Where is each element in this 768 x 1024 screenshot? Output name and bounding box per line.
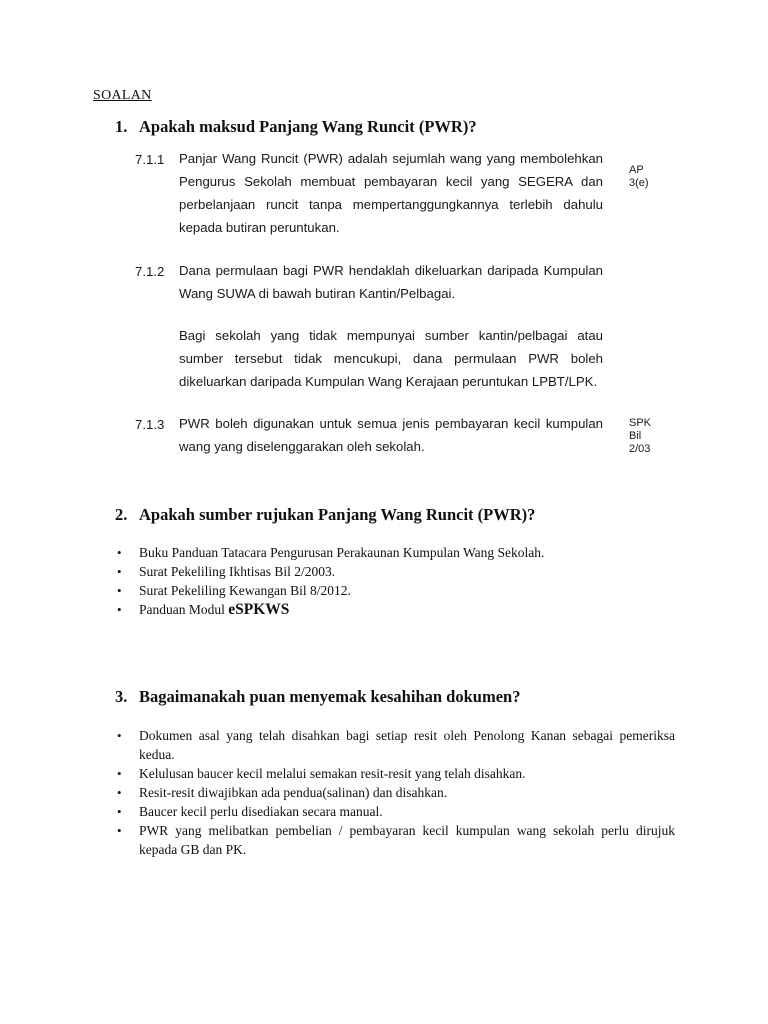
list-item-text: Baucer kecil perlu disediakan secara manual.	[139, 804, 383, 819]
question-2-heading	[115, 505, 535, 525]
bullet-icon: •	[117, 602, 122, 617]
list-item	[115, 726, 675, 764]
list-item	[115, 802, 675, 821]
verification-list	[115, 726, 675, 859]
bullet-icon: •	[117, 823, 122, 838]
clause-text: PWR boleh digunakan untuk semua jenis pembayaran kecil kumpulan wang yang diselenggarakan oleh sekolah.	[179, 416, 603, 454]
question-1-heading	[115, 117, 477, 137]
question-text: Bagaimanakah puan menyemak kesahihan dokumen?	[139, 687, 521, 706]
list-item-text: Dokumen asal yang telah disahkan bagi setiap resit oleh Penolong Kanan sebagai pemeriksa kedua.	[139, 728, 675, 762]
question-text: Apakah maksud Panjang Wang Runcit (PWR)?	[139, 117, 477, 136]
clause-number: 7.1.1	[135, 152, 165, 167]
reference-line: Bil 2/03	[629, 430, 651, 455]
module-name: eSPKWS	[228, 601, 290, 618]
question-number: 1.	[115, 117, 128, 136]
section-title: SOALAN	[93, 88, 152, 103]
bullet-icon: •	[117, 564, 122, 579]
list-item-text: Panduan Modul	[139, 602, 229, 617]
question-number: 3.	[115, 687, 128, 706]
list-item	[115, 543, 544, 562]
clause-number: 7.1.3	[135, 417, 165, 432]
list-item	[115, 581, 544, 600]
question-text: Apakah sumber rujukan Panjang Wang Runcit (PWR)?	[139, 505, 536, 524]
reference-line: SPK	[629, 417, 652, 429]
list-item	[115, 764, 675, 783]
clause-text: Panjar Wang Runcit (PWR) adalah sejumlah wang yang membolehkan Pengurus Sekolah membuat pembayaran kecil yang SEGERA dan perbelanjaan runcit tanpa mempertanggungkannya terlebih dahulu kepada butiran peruntukan.	[179, 151, 603, 235]
list-item	[115, 600, 544, 619]
list-item-text: Surat Pekeliling Ikhtisas Bil 2/2003.	[139, 564, 336, 579]
clause-number: 7.1.2	[135, 264, 165, 279]
bullet-icon: •	[117, 728, 122, 743]
list-item-text: Buku Panduan Tatacara Pengurusan Perakaunan Kumpulan Wang Sekolah.	[139, 545, 545, 560]
question-3-heading	[115, 687, 520, 707]
list-item-text: Kelulusan baucer kecil melalui semakan resit-resit yang telah disahkan.	[139, 766, 526, 781]
list-item-text: Surat Pekeliling Kewangan Bil 8/2012.	[139, 583, 351, 598]
clause-reference: AP 3(e)	[629, 164, 649, 189]
bullet-icon: •	[117, 766, 122, 781]
clause-text: Bagi sekolah yang tidak mempunyai sumber kantin/pelbagai atau sumber tersebut tidak mencukupi, dana permulaan PWR boleh dikeluarkan daripada Kumpulan Wang Kerajaan peruntukan LPBT/LPK.	[179, 328, 603, 389]
bullet-icon: •	[117, 785, 122, 800]
list-item	[115, 562, 544, 581]
list-item-text: PWR yang melibatkan pembelian / pembayaran kecil kumpulan wang sekolah perlu dirujuk kepada GB dan PK.	[139, 823, 675, 857]
list-item-text: Resit-resit diwajibkan ada pendua(salinan) dan disahkan.	[139, 785, 448, 800]
bullet-icon: •	[117, 545, 122, 560]
list-item	[115, 783, 675, 802]
clause-text: Dana permulaan bagi PWR hendaklah dikeluarkan daripada Kumpulan Wang SUWA di bawah butiran Kantin/Pelbagai.	[179, 263, 603, 301]
question-number: 2.	[115, 505, 128, 524]
clause-reference	[629, 417, 651, 456]
bullet-icon: •	[117, 583, 122, 598]
list-item	[115, 821, 675, 859]
reference-list	[115, 543, 544, 619]
bullet-icon: •	[117, 804, 122, 819]
